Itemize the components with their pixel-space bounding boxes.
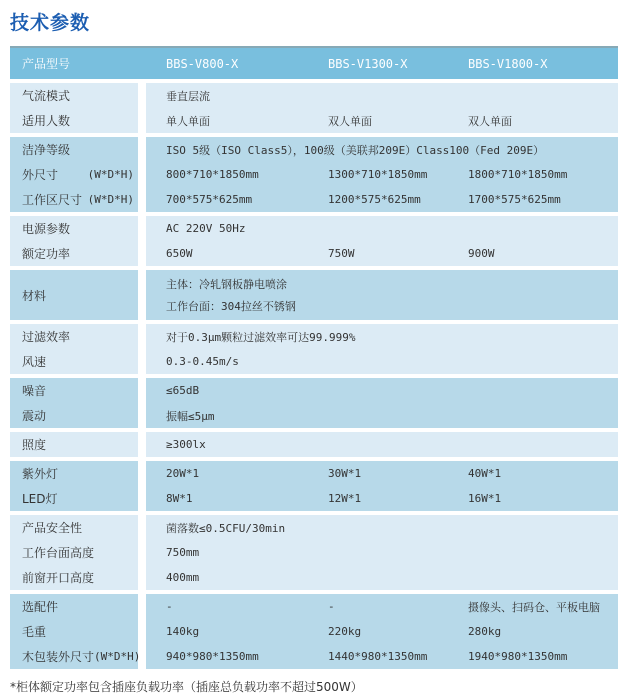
row-label-text: 额定功率 [22, 247, 71, 261]
row-label-text: 洁净等级 [22, 143, 71, 157]
row-label-text: 照度 [22, 438, 47, 452]
row-group-lamps [10, 461, 618, 511]
row-label [10, 594, 138, 619]
row-label-text: 毛重 [22, 625, 47, 639]
row-label [10, 486, 138, 511]
row-group-illuminance [10, 432, 618, 457]
row-values [146, 270, 618, 320]
table-row [10, 540, 618, 565]
row-values [146, 403, 618, 428]
value-span: 750mm [166, 546, 200, 559]
column-divider [138, 565, 146, 590]
page-title: 技术参数 [10, 12, 91, 34]
row-label [10, 162, 138, 187]
table-row [10, 486, 618, 511]
value-cell: 750W [328, 247, 355, 260]
header-model-2: BBS-V1300-X [328, 56, 408, 71]
value-cell: 900W [468, 247, 495, 260]
table-row [10, 461, 618, 486]
value-cell: 940*980*1350mm [166, 650, 259, 663]
row-values [146, 241, 618, 266]
row-label-text: 选配件 [22, 600, 59, 614]
row-values [146, 565, 618, 590]
row-values [146, 515, 618, 540]
column-divider [138, 540, 146, 565]
row-label [10, 241, 138, 266]
row-label-text: 产品安全性 [22, 521, 83, 535]
row-label-suffix: (W*D*H) [87, 168, 134, 181]
value-line: 工作台面：304拉丝不锈钢 [166, 300, 296, 313]
row-label [10, 378, 138, 403]
column-divider [138, 216, 146, 241]
row-label [10, 540, 138, 565]
table-row [10, 162, 618, 187]
column-divider [138, 432, 146, 457]
header-label: 产品型号 [10, 48, 138, 79]
value-cell: 16W*1 [468, 492, 502, 505]
row-label [10, 324, 138, 349]
table-row [10, 619, 618, 644]
table-row [10, 324, 618, 349]
row-label [10, 108, 138, 133]
row-group-dimensions [10, 137, 618, 212]
header-model-3: BBS-V1800-X [468, 56, 548, 71]
value-span: AC 220V 50Hz [166, 222, 246, 235]
row-values [146, 540, 618, 565]
row-label [10, 270, 138, 320]
table-row [10, 137, 618, 162]
column-divider [138, 349, 146, 374]
row-label [10, 432, 138, 457]
value-cell: 140kg [166, 625, 200, 638]
table-row [10, 349, 618, 374]
column-divider [138, 378, 146, 403]
table-row [10, 270, 618, 320]
value-cell: 30W*1 [328, 467, 362, 480]
value-cell: 1440*980*1350mm [328, 650, 428, 663]
column-divider [138, 461, 146, 486]
row-label-text: 木包装外尺寸 [22, 650, 95, 664]
row-values [146, 187, 618, 212]
column-divider [138, 108, 146, 133]
row-values [146, 432, 618, 457]
value-span: 0.3-0.45m/s [166, 355, 239, 368]
row-label [10, 644, 141, 669]
table-row [10, 378, 618, 403]
column-divider [138, 48, 146, 79]
row-values [146, 162, 618, 187]
value-span: 振幅≤5μm [166, 409, 215, 423]
table-row [10, 565, 618, 590]
column-divider [138, 241, 146, 266]
value-span: 菌落数≤0.5CFU/30min [166, 521, 286, 535]
row-label [10, 349, 138, 374]
row-values [146, 644, 618, 669]
value-span: ≤65dB [166, 384, 200, 397]
row-label-text: 适用人数 [22, 114, 71, 128]
row-label-text: 紫外灯 [22, 467, 59, 481]
value-cell: 1800*710*1850mm [468, 168, 568, 181]
value-cell: 650W [166, 247, 193, 260]
row-label-text: 外尺寸 [22, 168, 59, 182]
row-values [146, 137, 618, 162]
row-values [146, 594, 618, 619]
row-values [146, 349, 618, 374]
row-label [10, 403, 138, 428]
row-values [146, 486, 618, 511]
row-group-noise [10, 378, 618, 428]
value-cell: 1200*575*625mm [328, 193, 421, 206]
row-values [146, 461, 618, 486]
value-cell: 700*575*625mm [166, 193, 253, 206]
row-label [10, 137, 138, 162]
value-cell: 220kg [328, 625, 362, 638]
value-cell: 800*710*1850mm [166, 168, 259, 181]
row-label-text: 材料 [22, 288, 47, 303]
column-divider [138, 137, 146, 162]
row-values [146, 108, 618, 133]
table-row [10, 515, 618, 540]
row-label [10, 83, 138, 108]
row-label [10, 515, 138, 540]
value-cell: 1700*575*625mm [468, 193, 561, 206]
column-divider [138, 515, 146, 540]
value-cell: 双人单面 [328, 114, 372, 128]
value-cell: 280kg [468, 625, 502, 638]
row-label-text: 工作台面高度 [22, 546, 95, 560]
row-label-text: 震动 [22, 409, 47, 423]
row-label-suffix: (W*D*H) [87, 193, 134, 206]
row-label-text: 前窗开口高度 [22, 571, 95, 585]
column-divider [138, 403, 146, 428]
table-row [10, 108, 618, 133]
value-span: 垂直层流 [166, 89, 210, 103]
row-label [10, 619, 138, 644]
value-line: 主体：冷轧钢板静电喷涂 [166, 278, 287, 291]
column-divider [138, 187, 146, 212]
value-span: 对于0.3μm颗粒过滤效率可达99.999% [166, 330, 356, 344]
value-cell: 1940*980*1350mm [468, 650, 568, 663]
row-label-text: 风速 [22, 355, 47, 369]
row-label [10, 187, 138, 212]
column-divider [138, 270, 146, 320]
row-values [146, 324, 618, 349]
header-values [146, 48, 618, 79]
value-span: ISO 5级（ISO Class5），100级（美联邦209E）Class100（Fed 209E） [166, 143, 545, 157]
row-group-material [10, 270, 618, 320]
value-span: ≥300lx [166, 438, 206, 451]
table-row [10, 241, 618, 266]
column-divider [138, 83, 146, 108]
table-row [10, 594, 618, 619]
row-group-filtration [10, 324, 618, 374]
value-cell: 双人单面 [468, 114, 512, 128]
value-cell: 摄像头、扫码仓、平板电脑 [468, 600, 600, 614]
table-row [10, 83, 618, 108]
row-group-power [10, 216, 618, 266]
column-divider [138, 324, 146, 349]
row-label-text: 电源参数 [22, 222, 71, 236]
row-label [10, 565, 138, 590]
column-divider [138, 619, 146, 644]
table-row [10, 644, 618, 669]
value-cell: 8W*1 [166, 492, 193, 505]
value-span: 400mm [166, 571, 200, 584]
value-cell: 20W*1 [166, 467, 200, 480]
value-cell: - [328, 600, 335, 613]
column-divider [138, 644, 146, 669]
row-group-packing [10, 594, 618, 669]
row-values [146, 378, 618, 403]
column-divider [138, 162, 146, 187]
spec-table [10, 46, 618, 669]
row-values [146, 216, 618, 241]
row-label-text: 工作区尺寸 [22, 193, 83, 207]
row-values [146, 83, 618, 108]
value-cell: 40W*1 [468, 467, 502, 480]
table-row [10, 187, 618, 212]
value-cell: - [166, 600, 173, 613]
row-group-safety [10, 515, 618, 590]
row-label-text: 气流模式 [22, 89, 71, 103]
table-row [10, 216, 618, 241]
row-label [10, 461, 138, 486]
table-row [10, 432, 618, 457]
column-divider [138, 486, 146, 511]
value-cell: 12W*1 [328, 492, 362, 505]
table-header-row [10, 46, 618, 79]
row-values [146, 619, 618, 644]
row-group-airflow [10, 83, 618, 133]
row-label-suffix: (W*D*H) [94, 650, 141, 663]
footnote: *柜体额定功率包含插座负载功率（插座总负载功率不超过500W） [10, 680, 363, 694]
row-label-text: LED灯 [22, 492, 58, 506]
value-cell: 单人单面 [166, 114, 210, 128]
table-row [10, 403, 618, 428]
row-label-text: 噪音 [22, 384, 47, 398]
row-label-text: 过滤效率 [22, 330, 71, 344]
row-label [10, 216, 138, 241]
header-model-1: BBS-V800-X [166, 56, 239, 71]
column-divider [138, 594, 146, 619]
value-cell: 1300*710*1850mm [328, 168, 428, 181]
